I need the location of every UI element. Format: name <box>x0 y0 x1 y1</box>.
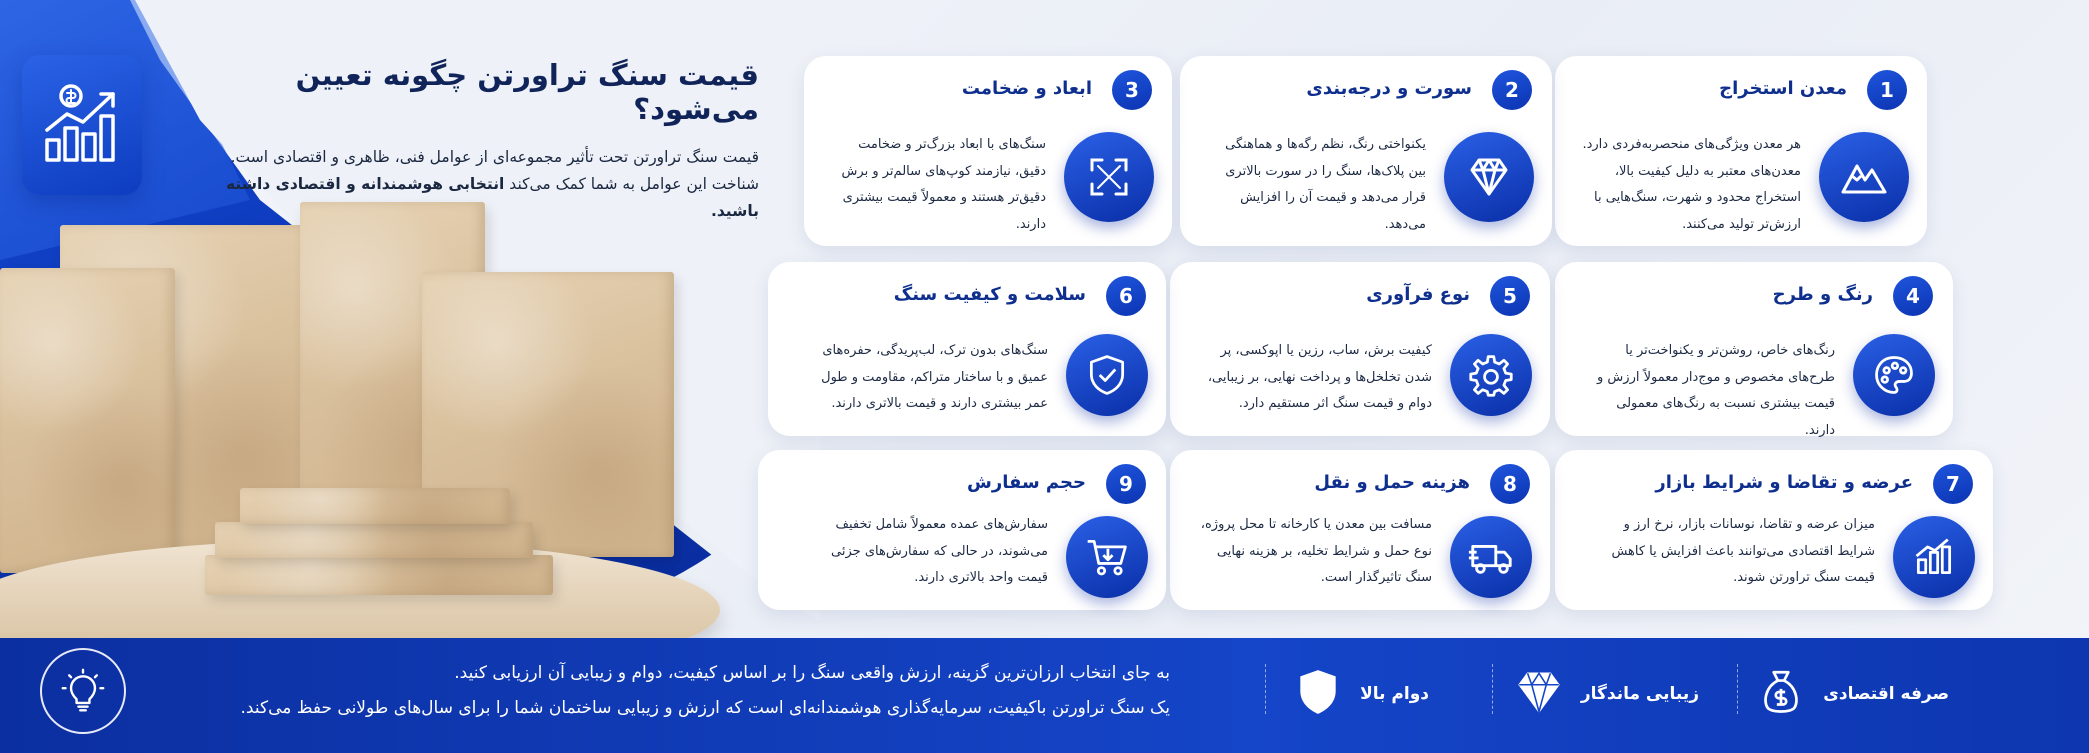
market-chart-icon <box>1893 516 1975 598</box>
feature-label: زیبایی ماندگار <box>1580 684 1699 704</box>
card-description: هر معدن ویژگی‌های منحصربه‌فردی دارد. معدن‌های معتبر به دلیل کیفیت بالا، استخراج محدود و شهرت، سنگ‌هایی با ارزش‌تر تولید می‌کنند. <box>1582 137 1801 232</box>
palette-icon <box>1853 334 1935 416</box>
gear-icon <box>1450 334 1532 416</box>
card-number: 3 <box>1112 70 1152 110</box>
headline-block <box>199 58 759 225</box>
truck-icon <box>1450 516 1532 598</box>
growth-chart-dollar-icon <box>22 55 142 195</box>
feature-beauty <box>1513 666 1699 722</box>
feature-label: دوام بالا <box>1360 684 1429 704</box>
stone-tile-stack <box>240 488 510 524</box>
card-title: رنگ و طرح <box>1772 284 1873 305</box>
card-number: 9 <box>1106 464 1146 504</box>
shield-check-icon <box>1066 334 1148 416</box>
money-bag-icon <box>1755 666 1807 722</box>
card-number: 1 <box>1867 70 1907 110</box>
card-number: 5 <box>1490 276 1530 316</box>
resize-icon <box>1064 132 1154 222</box>
page-title: قیمت سنگ تراورتن چگونه تعیین می‌شود؟ <box>295 58 759 126</box>
feature-separator <box>1737 664 1738 714</box>
intro-line-2-bold: انتخابی هوشمندانه و اقتصادی داشته باشید. <box>226 175 759 221</box>
shield-icon <box>1292 666 1344 722</box>
card-number: 7 <box>1933 464 1973 504</box>
intro-line-2: شناخت این عوامل به شما کمک می‌کند <box>504 175 759 194</box>
card-description: کیفیت برش، ساب، رزین یا اپوکسی، پر شدن تخلخل‌ها و پرداخت نهایی، بر زیبایی، دوام و قیمت سنگ اثر مستقیم دارد. <box>1207 343 1432 412</box>
card-description: میزان عرضه و تقاضا، نوسانات بازار، نرخ ارز و شرایط اقتصادی می‌توانند باعث افزایش یا کاهش قیمت سنگ تراورتن شوند. <box>1611 517 1875 586</box>
diamond-icon <box>1444 132 1534 222</box>
stone-tile-stack <box>215 522 533 558</box>
feature-durability <box>1292 666 1429 722</box>
card-number: 8 <box>1490 464 1530 504</box>
intro-line-1: قیمت سنگ تراورتن تحت تأثیر مجموعه‌ای از عوامل فنی، ظاهری و اقتصادی است. <box>230 148 759 166</box>
factor-card-2 <box>1180 56 1552 246</box>
factor-card-6 <box>768 262 1166 436</box>
tip-text <box>170 656 1170 726</box>
mountain-icon <box>1819 132 1909 222</box>
diamond-icon <box>1513 666 1565 722</box>
card-number: 2 <box>1492 70 1532 110</box>
stone-slab <box>0 268 175 573</box>
card-description: مسافت بین معدن یا کارخانه تا محل پروژه، نوع حمل و شرایط تخلیه، بر هزینه نهایی سنگ تاثیرگذار است. <box>1200 517 1432 586</box>
factor-card-4 <box>1555 262 1953 436</box>
lightbulb-icon <box>40 648 126 734</box>
card-description: یکنواختی رنگ، نظم رگه‌ها و هماهنگی بین پلاک‌ها، سنگ را در سورت بالاتری قرار می‌دهد و قیمت آن را افزایش می‌دهد. <box>1225 137 1426 232</box>
card-title: هزینه حمل و نقل <box>1314 472 1470 493</box>
feature-economic <box>1755 666 1949 722</box>
feature-separator <box>1265 664 1266 714</box>
card-title: حجم سفارش <box>967 472 1086 493</box>
factor-card-9 <box>758 450 1166 610</box>
feature-separator <box>1492 664 1493 714</box>
card-description: رنگ‌های خاص، روشن‌تر و یکنواخت‌تر یا طرح‌های مخصوص و موج‌دار معمولاً ارزش و قیمت بیشتری نسبت به رنگ‌های معمولی دارند. <box>1597 343 1835 438</box>
factor-card-3 <box>804 56 1172 246</box>
factor-card-7 <box>1555 450 1993 610</box>
cart-icon <box>1066 516 1148 598</box>
card-number: 4 <box>1893 276 1933 316</box>
card-title: سلامت و کیفیت سنگ <box>893 284 1086 305</box>
factor-card-1 <box>1555 56 1927 246</box>
card-number: 6 <box>1106 276 1146 316</box>
card-description: سنگ‌های با ابعاد بزرگ‌تر و ضخامت دقیق، نیازمند کوپ‌های سالم‌تر و برش دقیق‌تر هستند و معمولاً قیمت بیشتری دارند. <box>841 137 1046 232</box>
bottom-banner <box>0 638 2089 753</box>
stone-tile-stack <box>205 555 553 595</box>
tip-line-2: یک سنگ تراورتن باکیفیت، سرمایه‌گذاری هوشمندانه‌ای است که ارزش و زیبایی ساختمان شما را برای سال‌های طولانی حفظ می‌کند. <box>240 697 1170 718</box>
card-title: عرضه و تقاضا و شرایط بازار <box>1655 472 1913 493</box>
factor-card-8 <box>1170 450 1550 610</box>
card-title: نوع فرآوری <box>1366 284 1470 305</box>
card-title: ابعاد و ضخامت <box>961 78 1092 99</box>
card-description: سفارش‌های عمده معمولاً شامل تخفیف می‌شوند، در حالی که سفارش‌های جزئی قیمت واحد بالاتری دارند. <box>831 517 1048 586</box>
feature-label: صرفه اقتصادی <box>1823 684 1949 704</box>
factor-card-5 <box>1170 262 1550 436</box>
card-title: سورت و درجه‌بندی <box>1306 78 1472 99</box>
tip-line-1: به جای انتخاب ارزان‌ترین گزینه، ارزش واقعی سنگ را بر اساس کیفیت، دوام و زیبایی آن ارزیابی کنید. <box>454 663 1170 683</box>
card-title: معدن استخراج <box>1719 78 1847 99</box>
card-description: سنگ‌های بدون ترک، لب‌پریدگی، حفره‌های عمیق و با ساختار متراکم، مقاومت و طول عمر بیشتری دارند و قیمت بالاتری دارند. <box>821 343 1048 412</box>
